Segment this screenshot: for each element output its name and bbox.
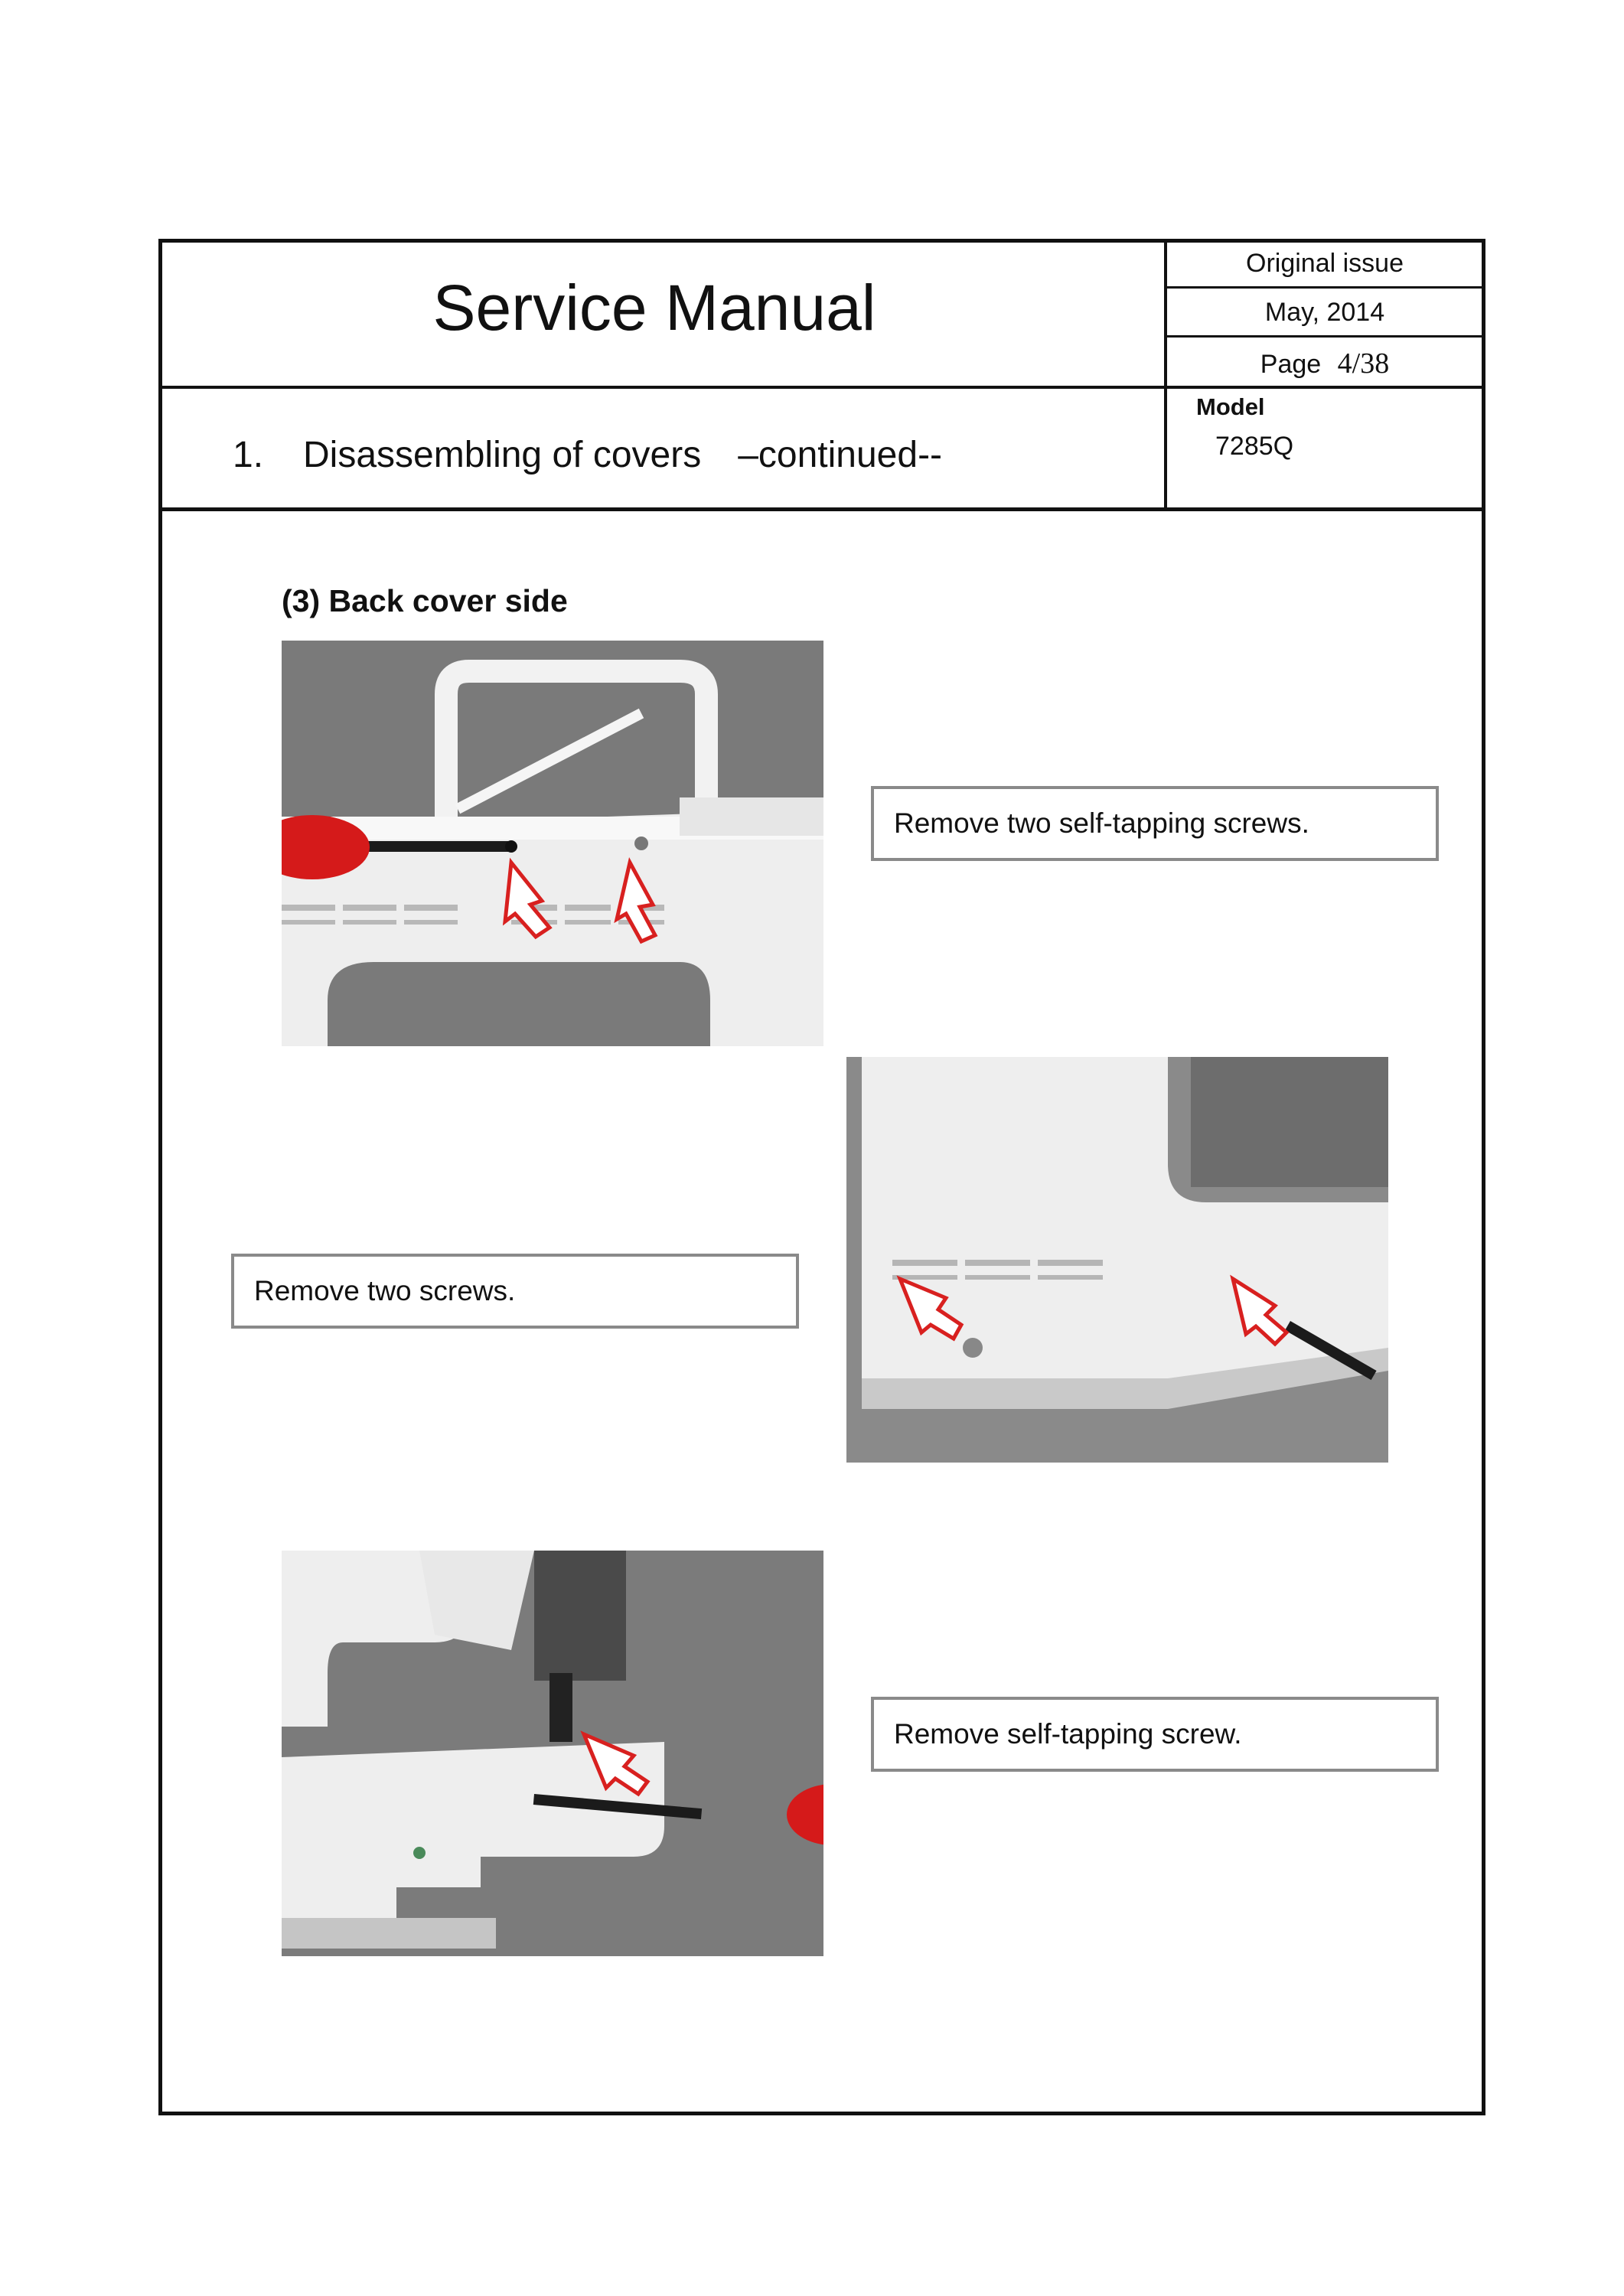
page-number: 4/38 <box>1337 347 1390 380</box>
issue-date: May, 2014 <box>1264 298 1385 327</box>
callout-step-1: Remove two self-tapping screws. <box>871 786 1439 861</box>
callout-step-3: Remove self-tapping screw. <box>871 1697 1439 1772</box>
photo-back-cover-front <box>282 1551 823 1956</box>
callout-step-2: Remove two screws. <box>231 1254 799 1329</box>
model-number: 7285Q <box>1215 432 1294 461</box>
page-title: Service Manual <box>432 272 876 344</box>
page-indicator <box>1167 348 1482 380</box>
header-divider <box>158 386 1485 389</box>
section-title: Disassembling of covers <box>303 435 702 475</box>
page-label: Page <box>1260 350 1322 379</box>
photo-back-cover-side <box>846 1057 1388 1463</box>
issue-label: Original issue <box>1246 249 1404 278</box>
machine-needle-illustration <box>282 1551 823 1956</box>
section-continued: –continued-- <box>738 435 943 475</box>
section-heading <box>233 429 942 482</box>
model-label: Model <box>1196 393 1265 420</box>
subsection-heading: (3) Back cover side <box>282 583 568 618</box>
section-number: 1. <box>233 435 264 475</box>
header-bottom-divider <box>158 507 1485 511</box>
machine-top-illustration <box>282 641 823 1046</box>
photo-back-cover-top <box>282 641 823 1046</box>
machine-side-illustration <box>846 1057 1388 1463</box>
